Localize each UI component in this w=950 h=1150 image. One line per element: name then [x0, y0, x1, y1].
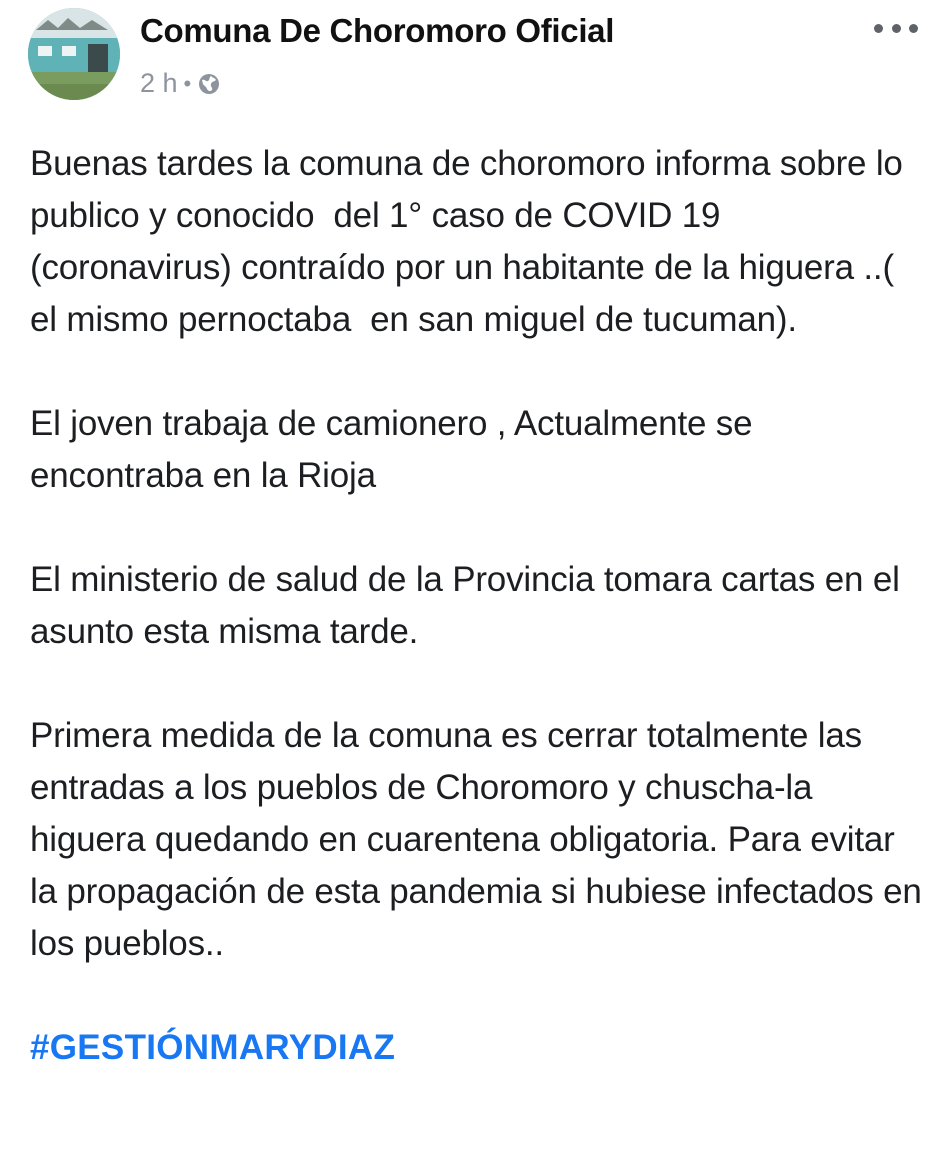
more-options-icon	[874, 24, 883, 33]
globe-icon[interactable]	[197, 72, 221, 96]
post-paragraph: El joven trabaja de camionero , Actualmente se encontraba en la Rioja	[30, 404, 762, 495]
avatar-image	[28, 8, 120, 100]
meta-separator: •	[183, 70, 192, 96]
post-paragraph: Buenas tardes la comuna de choromoro informa sobre lo publico y conocido del 1° caso de COVID 19 (coronavirus) contraído por un habitante de la higuera ..( el mismo pernoctaba en san miguel de tucuman).	[30, 144, 913, 339]
post-paragraph: Primera medida de la comuna es cerrar totalmente las entradas a los pueblos de Choromoro y chuscha-la higuera quedando en cuarentena obligatoria. Para evitar la propagación de esta pandemia si hubiese infectados en los pueblos..	[30, 716, 932, 963]
avatar[interactable]	[28, 8, 120, 100]
more-options-icon	[892, 24, 901, 33]
more-options-icon	[909, 24, 918, 33]
post-author-name[interactable]: Comuna De Choromoro Oficial	[140, 12, 615, 49]
post-header	[28, 6, 918, 106]
more-options-button[interactable]	[874, 16, 918, 40]
post-paragraph: El ministerio de salud de la Provincia tomara cartas en el asunto esta misma tarde.	[30, 560, 910, 651]
post-body	[30, 138, 930, 1074]
post-meta	[140, 68, 221, 99]
post-timestamp[interactable]: 2 h	[140, 68, 178, 98]
hashtag-link[interactable]: #GESTIÓNMARYDIAZ	[30, 1028, 396, 1067]
